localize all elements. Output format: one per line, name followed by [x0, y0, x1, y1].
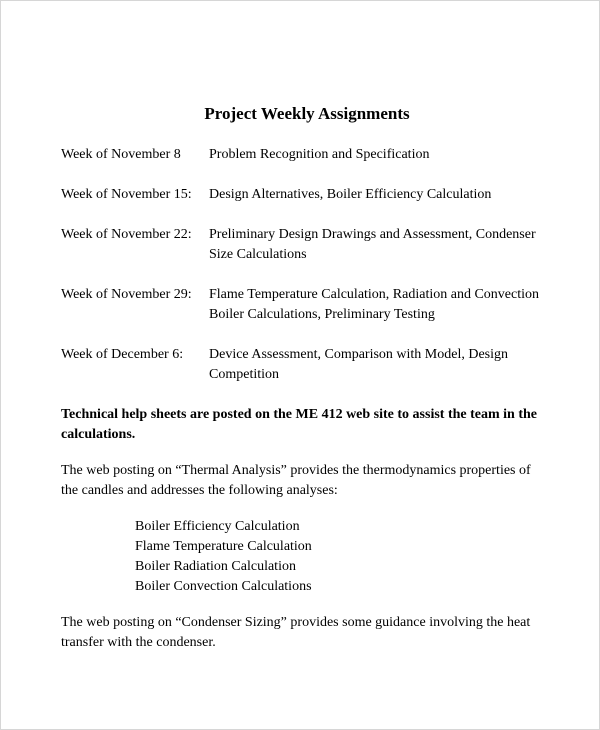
description-line: Preliminary Design Drawings and Assessment, Condenser — [209, 227, 536, 242]
thermal-analysis-paragraph — [61, 461, 553, 501]
analyses-list-item: Boiler Efficiency Calculation — [135, 519, 300, 534]
schedule-row-label: Week of November 29: — [61, 287, 192, 302]
paragraph-line: transfer with the condenser. — [61, 635, 216, 650]
schedule-row-label: Week of November 8 — [61, 147, 181, 162]
description-line: Competition — [209, 367, 279, 382]
paragraph-line: The web posting on “Condenser Sizing” provides some guidance involving the heat — [61, 615, 531, 630]
paragraph-line: the candles and addresses the following analyses: — [61, 483, 338, 498]
schedule-row-description — [209, 185, 553, 205]
description-line: Problem Recognition and Specification — [209, 147, 430, 162]
description-line: Device Assessment, Comparison with Model, Design — [209, 347, 509, 362]
analyses-list-item: Flame Temperature Calculation — [135, 539, 312, 554]
description-line: Boiler Calculations, Preliminary Testing — [209, 307, 435, 322]
note-line: calculations. — [61, 427, 136, 442]
condenser-sizing-paragraph — [61, 613, 553, 653]
schedule-row — [61, 345, 553, 385]
schedule-row — [61, 285, 553, 325]
analyses-list-item: Boiler Radiation Calculation — [135, 559, 296, 574]
schedule-row-label: Week of November 22: — [61, 227, 192, 242]
schedule-row-label: Week of December 6: — [61, 347, 184, 362]
description-line: Size Calculations — [209, 247, 307, 262]
schedule-row — [61, 145, 553, 165]
schedule-row-description — [209, 345, 553, 385]
schedule-row-description — [209, 225, 553, 265]
note-line: Technical help sheets are posted on the ME 412 web site to assist the team in the — [61, 407, 537, 422]
schedule-row-description — [209, 285, 553, 325]
schedule-row — [61, 225, 553, 265]
analyses-list-item: Boiler Convection Calculations — [135, 579, 312, 594]
schedule-row-label: Week of November 15: — [61, 187, 192, 202]
page-title: Project Weekly Assignments — [204, 104, 410, 123]
description-line: Design Alternatives, Boiler Efficiency Calculation — [209, 187, 492, 202]
schedule-row-description — [209, 145, 553, 165]
analyses-list — [135, 517, 553, 597]
description-line: Flame Temperature Calculation, Radiation and Convection — [209, 287, 540, 302]
paragraph-line: The web posting on “Thermal Analysis” provides the thermodynamics properties of — [61, 463, 531, 478]
schedule-row — [61, 185, 553, 205]
schedule-section — [61, 145, 553, 385]
technical-help-note — [61, 405, 553, 445]
